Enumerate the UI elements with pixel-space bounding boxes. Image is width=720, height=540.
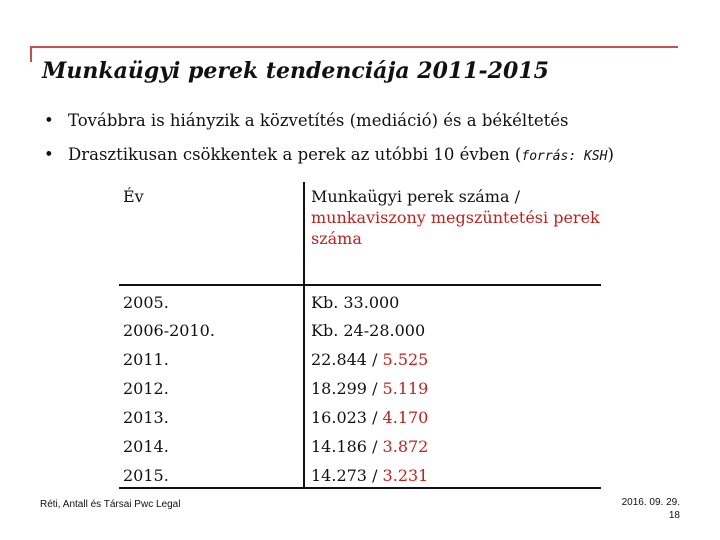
cell-count-termination: 3.872 — [382, 437, 429, 456]
lawsuit-table — [119, 182, 601, 489]
header-year: Év — [119, 182, 304, 285]
table-row — [119, 343, 601, 372]
bullet-item — [44, 111, 568, 130]
bullet-dot: • — [44, 145, 54, 164]
cell-year: 2015. — [119, 459, 304, 488]
cell-count-total: 14.273 / — [311, 466, 383, 485]
cell-count — [304, 459, 601, 488]
table-row — [119, 401, 601, 430]
cell-count-termination: 5.119 — [382, 379, 429, 398]
cell-year: 2006-2010. — [119, 314, 304, 343]
cell-count-total: Kb. 24-28.000 — [311, 321, 426, 340]
table-row — [119, 459, 601, 488]
cell-year: 2011. — [119, 343, 304, 372]
title-rule-vertical — [30, 46, 32, 62]
cell-count-termination: 5.525 — [382, 350, 429, 369]
table-row — [119, 285, 601, 314]
table-row — [119, 430, 601, 459]
bullet-text: Drasztikusan csökkentek a perek az utóbbi 10 évben ( — [68, 145, 522, 164]
table-row — [119, 314, 601, 343]
footer-date: 2016. 09. 29. — [621, 497, 680, 508]
cell-count-total: 22.844 / — [311, 350, 383, 369]
bullet-item — [44, 145, 614, 164]
cell-count-total: 18.299 / — [311, 379, 383, 398]
cell-count-termination: 4.170 — [382, 408, 429, 427]
table-row — [119, 372, 601, 401]
cell-count-total: Kb. 33.000 — [311, 293, 400, 312]
header-count-black: Munkaügyi perek száma / — [311, 187, 520, 206]
table-header-row — [119, 182, 601, 285]
cell-year: 2013. — [119, 401, 304, 430]
cell-count — [304, 285, 601, 314]
title-rule-horizontal — [30, 46, 678, 48]
cell-count — [304, 430, 601, 459]
header-count-red: munkaviszony megszüntetési perek száma — [311, 208, 600, 248]
bullet-close-paren: ) — [607, 145, 614, 164]
cell-count — [304, 314, 601, 343]
footer-page-number: 18 — [668, 510, 680, 521]
footer-meta — [622, 496, 680, 522]
slide-title: Munkaügyi perek tendenciája 2011-2015 — [42, 58, 549, 84]
source-note: forrás: KSH — [521, 149, 608, 164]
bullet-dot: • — [44, 111, 54, 130]
cell-year: 2014. — [119, 430, 304, 459]
cell-count-total: 16.023 / — [311, 408, 383, 427]
header-count — [304, 182, 601, 285]
cell-count — [304, 372, 601, 401]
cell-count-total: 14.186 / — [311, 437, 383, 456]
cell-count — [304, 401, 601, 430]
bullet-text: Továbbra is hiányzik a közvetítés (mediáció) és a békéltetés — [68, 111, 569, 130]
footer-firm: Réti, Antall és Társai Pwc Legal — [40, 499, 181, 510]
cell-count — [304, 343, 601, 372]
cell-count-termination: 3.231 — [382, 466, 429, 485]
cell-year: 2012. — [119, 372, 304, 401]
cell-year: 2005. — [119, 285, 304, 314]
